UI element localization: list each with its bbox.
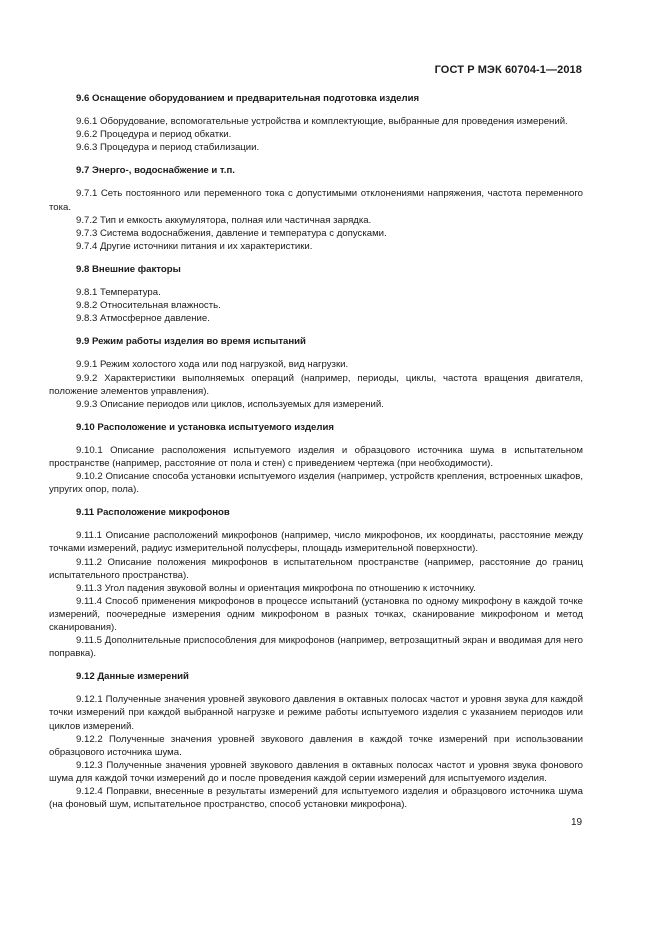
section-9-9 — [49, 335, 583, 410]
paragraph: 9.11.4 Способ применения микрофонов в процессе испытаний (установка по одному микрофону в каждой точке измерений, поочередные измерения одним микрофоном в разных точках, сканирование микрофоном и метод сканирования). — [49, 595, 583, 633]
section-title: 9.9 Режим работы изделия во время испытаний — [76, 336, 306, 348]
paragraph: 9.8.3 Атмосферное давление. — [76, 313, 210, 325]
section-title: 9.7 Энерго-, водоснабжение и т.п. — [76, 165, 235, 177]
paragraph: 9.9.2 Характеристики выполняемых операций (например, периоды, циклы, частота вращения двигателя, положение элементов управления). — [49, 372, 583, 397]
paragraph: 9.11.2 Описание положения микрофонов в испытательном пространстве (например, расстояние до границ испытательного пространства). — [49, 556, 583, 581]
paragraph: 9.12.3 Полученные значения уровней звукового давления в октавных полосах частот и уровня звука фонового шума для каждой точки измерений до и после проведения каждой серии измерений для испытуемого изделия. — [49, 759, 583, 784]
section-title: 9.6 Оснащение оборудованием и предварительная подготовка изделия — [76, 93, 420, 104]
section-9-10 — [49, 421, 583, 496]
paragraph: 9.6.2 Процедура и период обкатки. — [76, 129, 232, 141]
document-body — [49, 92, 583, 821]
paragraph: 9.7.4 Другие источники питания и их характеристики. — [76, 240, 313, 252]
paragraph: 9.6.3 Процедура и период стабилизации. — [76, 142, 260, 154]
paragraph: 9.8.1 Температура. — [76, 287, 161, 299]
section-9-12 — [49, 670, 583, 811]
paragraph: 9.11.1 Описание расположений микрофонов (например, число микрофонов, их координаты, расстояние между точками измерений, радиус измерительной полусферы, площадь измерительной поверхности). — [49, 530, 583, 555]
paragraph: 9.10.2 Описание способа установки испытуемого изделия (например, устройств крепления, встроенных шкафов, упругих опор, пола). — [49, 471, 583, 496]
section-title: 9.12 Данные измерений — [76, 671, 189, 683]
paragraph: 9.6.1 Оборудование, вспомогательные устройства и комплектующие, выбранные для проведения измерений. — [76, 116, 568, 128]
paragraph: 9.11.5 Дополнительные приспособления для микрофонов (например, ветрозащитный экран и вводимая для него поправка). — [49, 635, 583, 660]
paragraph: 9.12.2 Полученные значения уровней звукового давления в каждой точке измерений при использовании образцового источника шума. — [49, 733, 583, 758]
section-title: 9.11 Расположение микрофонов — [76, 507, 230, 519]
section-title: 9.8 Внешние факторы — [76, 263, 181, 275]
paragraph: 9.8.2 Относительная влажность. — [76, 300, 221, 312]
paragraph: 9.10.1 Описание расположения испытуемого изделия и образцового источника шума в испытательном пространстве (например, расстояние от пола и стен) с приведением чертежа (при необходимости). — [49, 444, 583, 469]
section-9-6 — [49, 92, 583, 154]
paragraph: 9.12.4 Поправки, внесенные в результаты измерений для испытуемого изделия и образцового источника шума (на фоновый шум, испытательное пространство, способ установки микрофона). — [49, 786, 583, 811]
paragraph: 9.7.1 Сеть постоянного или переменного тока с допустимыми отклонениями напряжения, частота переменного тока. — [49, 188, 583, 213]
paragraph: 9.7.2 Тип и емкость аккумулятора, полная или частичная зарядка. — [76, 214, 372, 226]
document-header: ГОСТ Р МЭК 60704-1—2018 — [434, 64, 582, 76]
section-9-8 — [49, 263, 583, 325]
page-number: 19 — [571, 817, 583, 828]
paragraph: 9.7.3 Система водоснабжения, давление и температура с допусками. — [76, 227, 387, 239]
paragraph: 9.11.3 Угол падения звуковой волны и ориентация микрофона по отношению к источнику. — [76, 582, 476, 594]
paragraph: 9.9.1 Режим холостого хода или под нагрузкой, вид нагрузки. — [76, 359, 349, 371]
paragraph: 9.9.3 Описание периодов или циклов, используемых для измерений. — [76, 398, 384, 410]
section-9-11 — [49, 506, 583, 660]
paragraph: 9.12.1 Полученные значения уровней звукового давления в октавных полосах частот и уровня звука для каждой точки измерений при каждой выбранной нагрузке и режиме работы испытуемого изделия с указанием периодов или циклов измерений. — [49, 694, 583, 732]
section-title: 9.10 Расположение и установка испытуемого изделия — [76, 421, 334, 433]
section-9-7 — [49, 164, 583, 253]
